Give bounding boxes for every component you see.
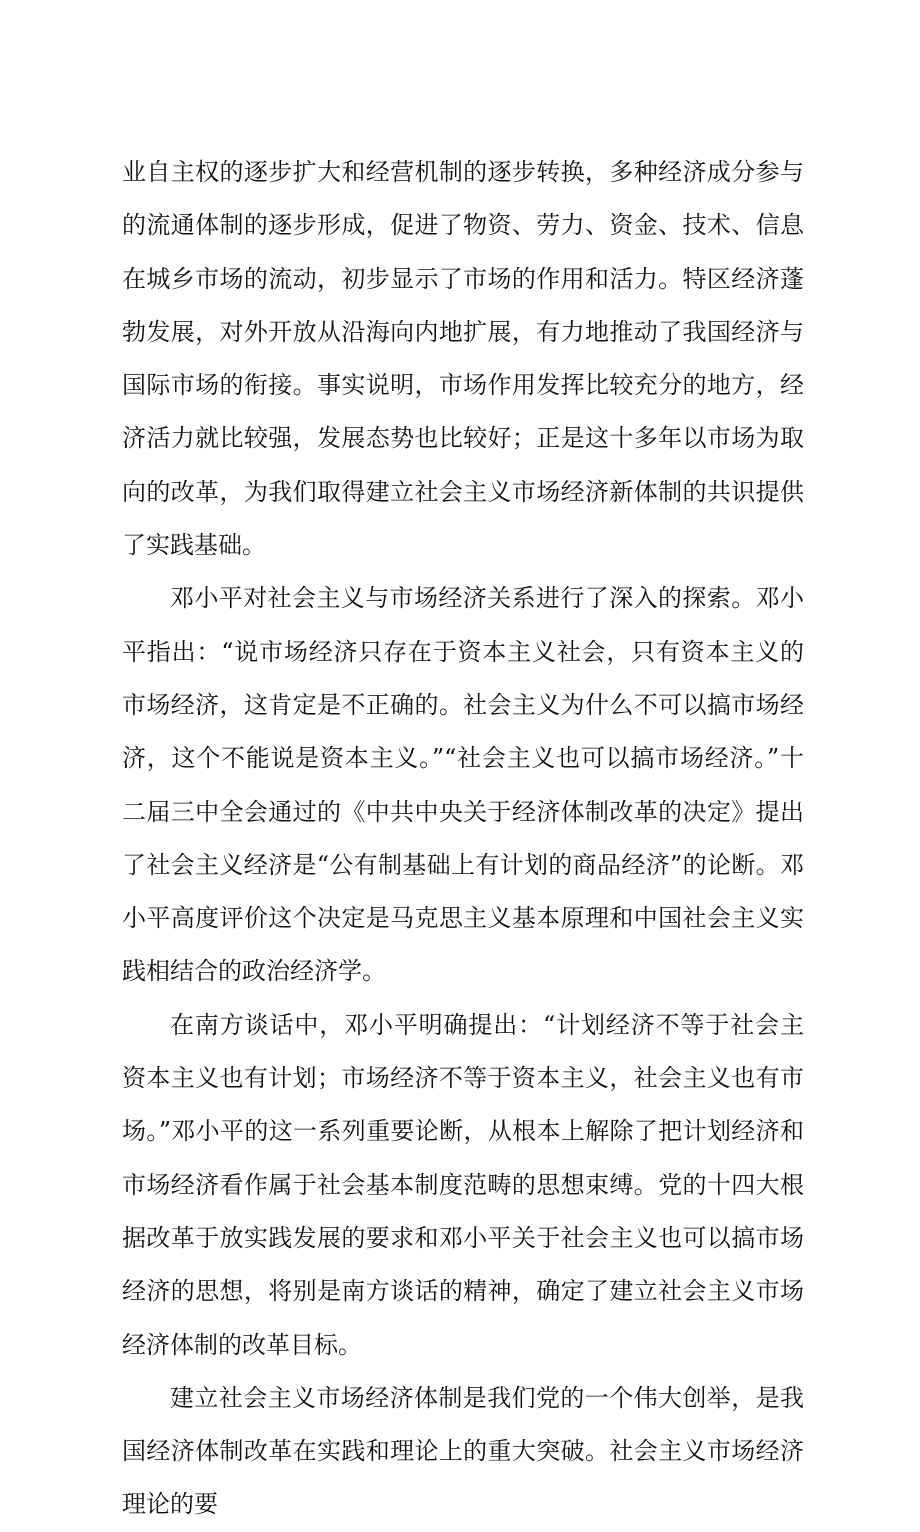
paragraph-2: 邓小平对社会主义与市场经济关系进行了深入的探索。邓小平指出：“说市场经济只存在于资本主义社会，只有资本主义的市场经济，这肯定是不正确的。社会主义为什么不可以搞市场经济，这个不能说是资本主义。”“社会主义也可以搞市场经济。”十二届三中全会通过的《中共中央关于经济体制改革的决定》提出了社会主义经济是“公有制基础上有计划的商品经济”的论断。邓小平高度评价这个决定是马克思主义基本原理和中国社会主义实践相结合的政治经济学。 xyxy=(122,584,804,986)
paragraph-3: 在南方谈话中，邓小平明确提出：“计划经济不等于社会主资本主义也有计划；市场经济不等于资本主义，社会主义也有市场。”邓小平的这一系列重要论断，从根本上解除了把计划经济和市场经济看作属于社会基本制度范畴的思想束缚。党的十四大根据改革于放实践发展的要求和邓小平关于社会主义也可以搞市场经济的思想，将别是南方谈话的精神，确定了建立社会主义市场经济体制的改革目标。 xyxy=(122,1010,804,1359)
paragraph-4: 建立社会主义市场经济体制是我们党的一个伟大创举，是我国经济体制改革在实践和理论上的重大突破。社会主义市场经济理论的要 xyxy=(122,1383,804,1519)
document-body xyxy=(122,146,804,1532)
paragraph-1: 业自主权的逐步扩大和经营机制的逐步转换，多种经济成分参与的流通体制的逐步形成，促进了物资、劳力、资金、技术、信息在城乡市场的流动，初步显示了市场的作用和活力。特区经济蓬勃发展，对外开放从沿海向内地扩展，有力地推动了我国经济与国际市场的衔接。事实说明，市场作用发挥比较充分的地方，经济活力就比较强，发展态势也比较好；正是这十多年以市场为取向的改革，为我们取得建立社会主义市场经济新体制的共识提供了实践基础。 xyxy=(122,158,804,560)
